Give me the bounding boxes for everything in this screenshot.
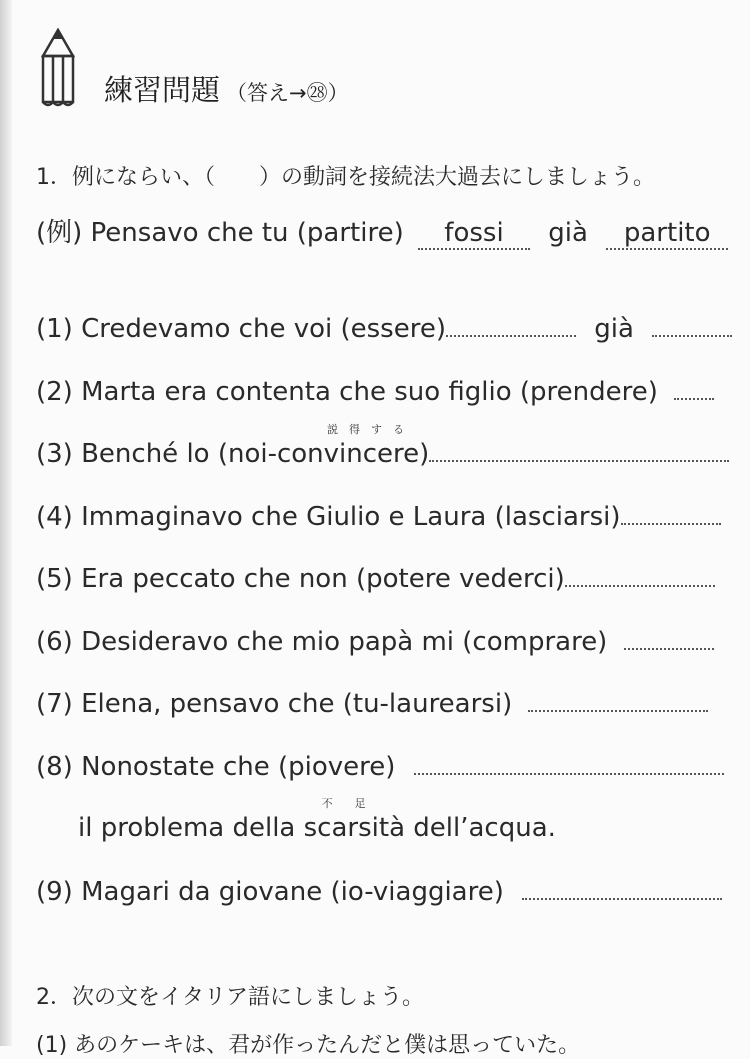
item-3-close: ) bbox=[419, 439, 430, 469]
item-8 bbox=[36, 751, 724, 782]
ruby-base: convincere bbox=[276, 439, 420, 469]
item-7-text: (7) Elena, pensavo che (tu-laurearsi) bbox=[36, 689, 513, 719]
answer-blank[interactable] bbox=[414, 751, 724, 775]
item-8-text: (8) Nonostate che (piovere) bbox=[36, 752, 396, 782]
page-title bbox=[104, 68, 349, 109]
item-1-text: (1) Credevamo che voi (essere) bbox=[36, 314, 446, 344]
item-9-text: (9) Magari da giovane (io-viaggiare) bbox=[36, 877, 504, 907]
item-9 bbox=[36, 876, 722, 907]
item-6 bbox=[36, 626, 714, 657]
ruby-base: scarsità bbox=[303, 813, 405, 843]
item-1 bbox=[36, 313, 732, 344]
section2-instruction: 2．次の文をイタリア語にしましょう。 bbox=[36, 985, 424, 1010]
title-text: 練習問題 bbox=[104, 73, 221, 107]
example-line bbox=[36, 212, 728, 250]
item-2 bbox=[36, 376, 714, 407]
furigana: 不 足 bbox=[321, 797, 366, 810]
item-3-text: (3) Benché lo (noi- bbox=[36, 439, 277, 469]
item-5 bbox=[36, 563, 715, 594]
item-5-text: (5) Era peccato che non (potere vederci) bbox=[36, 564, 565, 594]
item-8-cont-after: dell’acqua. bbox=[413, 813, 556, 843]
example-middle: già bbox=[548, 218, 588, 248]
item-4 bbox=[36, 501, 721, 532]
pencil-icon bbox=[38, 28, 78, 108]
item-3 bbox=[36, 423, 729, 469]
answer-blank[interactable] bbox=[621, 501, 721, 525]
example-answer-2: partito bbox=[606, 218, 728, 250]
answer-blank[interactable] bbox=[565, 563, 715, 587]
item-6-text: (6) Desideravo che mio papà mi (comprare) bbox=[36, 627, 608, 657]
item-2-text: (2) Marta era contenta che suo figlio (prendere) bbox=[36, 377, 658, 407]
ruby-convincere bbox=[276, 423, 420, 469]
furigana: 説 得 す る bbox=[326, 423, 404, 436]
item-8-cont-before: il problema della bbox=[78, 813, 296, 843]
item-1-after: già bbox=[594, 314, 634, 344]
answer-blank[interactable] bbox=[652, 313, 732, 337]
answer-blank[interactable] bbox=[674, 376, 714, 400]
section1-instruction: 1．例にならい、（ ）の動詞を接続法大過去にしましょう。 bbox=[36, 165, 655, 190]
answer-blank[interactable] bbox=[429, 438, 729, 462]
answer-blank[interactable] bbox=[446, 313, 576, 337]
ruby-scarsita bbox=[303, 797, 405, 843]
answer-reference: （答え→㉘） bbox=[226, 81, 349, 105]
item-7 bbox=[36, 688, 708, 719]
item-4-text: (4) Immaginavo che Giulio e Laura (lasciarsi) bbox=[36, 502, 621, 532]
page-binding-shadow bbox=[0, 0, 12, 1046]
answer-blank[interactable] bbox=[528, 688, 708, 712]
answer-blank[interactable] bbox=[624, 626, 714, 650]
answer-blank[interactable] bbox=[522, 876, 722, 900]
item-8-continuation bbox=[78, 797, 556, 843]
example-answer-1: fossi bbox=[418, 218, 530, 250]
example-prefix: (例) Pensavo che tu (partire) bbox=[36, 218, 404, 248]
section2-item-1: (1) あのケーキは、君が作ったんだと僕は思っていた。 bbox=[36, 1033, 581, 1058]
